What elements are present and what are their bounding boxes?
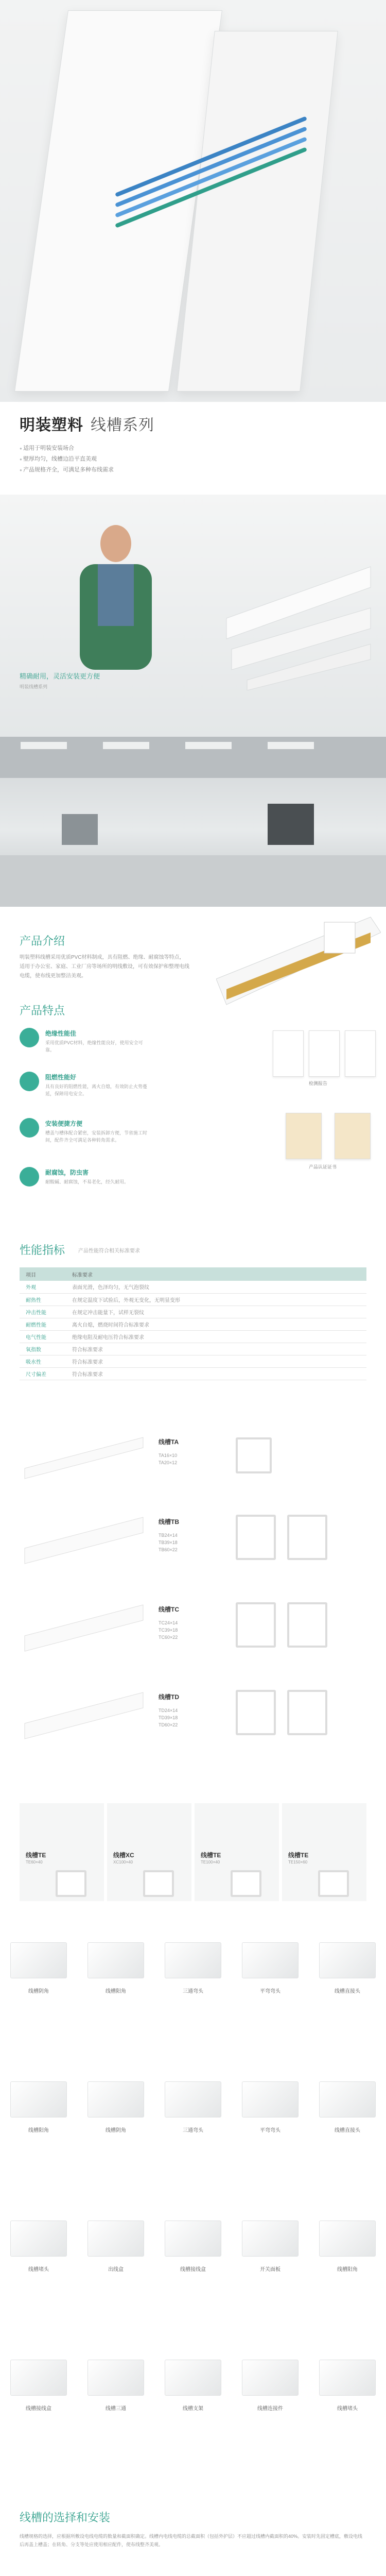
product-row: 线槽TA TA16×10 TA20×12 xyxy=(20,1422,366,1499)
accessory-item xyxy=(0,2076,77,2143)
performance-note: 产品性能符合相关标准要求 xyxy=(78,1248,140,1254)
certificate-image xyxy=(286,1113,322,1159)
certificate-caption: 产品认证证书 xyxy=(309,1164,337,1170)
certificate-image xyxy=(345,1030,376,1077)
accessory-image xyxy=(242,2221,299,2257)
table-row: 耐热性 在规定温度下试验后，外观无变化，无明显变形 xyxy=(20,1293,366,1306)
accessory-item xyxy=(232,2215,309,2282)
accessory-image xyxy=(10,2221,67,2257)
profile-drawing xyxy=(56,1870,86,1897)
accessory-image xyxy=(242,2360,299,2396)
accessory-image xyxy=(87,2081,144,2117)
product-card: 线槽TE TE60×40 xyxy=(20,1803,104,1901)
accessory-label: 线槽阳角 xyxy=(106,1989,126,1994)
performance-title: 性能指标 xyxy=(20,1244,65,1257)
table-row: 冲击性能 在规定冲击能量下，试样无裂纹 xyxy=(20,1306,366,1318)
intro-body: 明装塑料线槽采用优质PVC材料制成，具有阻燃、绝缘、耐腐蚀等特点，适用于办公室、家庭、工业厂房等场所的明线敷设，可有效保护和整理电线电缆，使布线更加整洁美观。 xyxy=(20,955,189,979)
accessory-image xyxy=(165,2360,221,2396)
product-row: 线槽TB TB24×14 TB39×18 TB60×22 xyxy=(20,1502,366,1579)
trunking-with-socket-image xyxy=(216,902,381,1020)
accessory-label: 线槽阳角 xyxy=(337,2267,358,2273)
selection-body: 线槽规格的选择，应根据所敷设电线电缆的数量和截面积确定。线槽内电线电缆的总截面积（包括外护层）不应超过线槽内截面积的40%。安装时先固定槽底，敷设电线后再盖上槽盖；在转角、分支等处应使用相应配件，使布线整齐美观。 xyxy=(20,2534,363,2547)
accessory-label: 线槽接线盒 xyxy=(26,2406,51,2412)
hero-banner xyxy=(0,0,386,402)
accessory-image xyxy=(87,1942,144,1978)
table-row: 耐燃性能 离火自熄，燃烧时间符合标准要求 xyxy=(20,1318,366,1330)
accessory-item xyxy=(232,2354,309,2421)
accessory-item xyxy=(154,2354,232,2421)
accessory-item xyxy=(77,2076,154,2143)
accessory-label: 出线盒 xyxy=(108,2267,124,2273)
slogan-sub: 明装线槽系列 xyxy=(20,684,48,689)
accessory-item xyxy=(309,2354,386,2421)
certificate-image xyxy=(309,1030,340,1077)
accessory-item xyxy=(309,2076,386,2143)
feature-item: 耐腐蚀，防虫害 耐酸碱、耐腐蚀，不易老化，经久耐用。 xyxy=(20,1167,189,1208)
accessory-label: 线槽接线盒 xyxy=(180,2267,206,2273)
accessory-image xyxy=(10,2360,67,2396)
profile-drawing xyxy=(143,1870,174,1897)
product-card: 线槽TE TE150×60 xyxy=(282,1803,366,1901)
accessory-image xyxy=(319,2221,376,2257)
accessory-item xyxy=(154,2076,232,2143)
table-row: 氧指数 符合标准要求 xyxy=(20,1343,366,1355)
feature-item: 绝缘性能佳 采用优质PVC材料，绝缘性能良好，使用安全可靠。 xyxy=(20,1028,189,1069)
accessory-label: 线槽直接头 xyxy=(335,1989,360,1994)
accessory-item xyxy=(154,1937,232,2004)
table-row: 电气性能 绝缘电阻及耐电压符合标准要求 xyxy=(20,1330,366,1343)
accessory-label: 线槽三通 xyxy=(106,2406,126,2412)
accessory-label: 线槽直接头 xyxy=(335,2128,360,2133)
accessory-label: 平弯弯头 xyxy=(260,1989,280,1994)
accessory-label: 三通弯头 xyxy=(183,1989,203,1994)
performance-table xyxy=(20,1267,366,1380)
table-row: 吸水性 符合标准要求 xyxy=(20,1355,366,1367)
factory-photo xyxy=(0,737,386,907)
product-image xyxy=(20,1682,148,1744)
accessory-item xyxy=(309,2215,386,2282)
accessory-label: 线槽堵头 xyxy=(28,2267,49,2273)
feature-item: 阻燃性能好 具有良好的阻燃性能，离火自熄，有效防止火势蔓延，保障用电安全。 xyxy=(20,1072,189,1113)
accessory-image xyxy=(319,1942,376,1978)
accessory-item xyxy=(0,1937,77,2004)
installation-icon xyxy=(20,1118,39,1138)
table-row: 外观 表面光滑，色泽均匀，无气泡裂纹 xyxy=(20,1281,366,1293)
product-row: 线槽TC TC24×14 TC39×18 TC60×22 xyxy=(20,1589,366,1667)
accessory-item xyxy=(77,2215,154,2282)
worker-photo xyxy=(57,515,175,670)
profile-drawing xyxy=(231,1870,261,1897)
certificate-image xyxy=(273,1030,304,1077)
certificate-caption: 检测报告 xyxy=(309,1081,328,1086)
accessory-item xyxy=(232,1937,309,2004)
corrosion-resistant-icon xyxy=(20,1167,39,1187)
profile-drawing xyxy=(236,1515,276,1560)
page-title: 明装塑料 线槽系列 xyxy=(20,417,154,434)
accessory-label: 开关面板 xyxy=(260,2267,280,2273)
feature-bullets xyxy=(20,443,114,476)
accessory-image xyxy=(165,1942,221,1978)
profile-drawing xyxy=(287,1515,327,1560)
profile-drawing xyxy=(236,1602,276,1648)
profile-drawing xyxy=(287,1602,327,1648)
trunking-image xyxy=(216,556,376,690)
profile-drawing xyxy=(287,1690,327,1735)
accessory-label: 线槽阴角 xyxy=(28,1989,49,1994)
profile-drawing xyxy=(236,1690,276,1735)
slogan: 精确耐用，灵活安装更方便 xyxy=(20,672,100,680)
accessory-image xyxy=(319,2360,376,2396)
accessory-image xyxy=(319,2081,376,2117)
accessory-image xyxy=(242,2081,299,2117)
bullet-item: ● 壁厚均匀，线槽边沿平直美观 xyxy=(20,454,114,465)
product-row: 线槽TD TD24×14 TD39×18 TD60×22 xyxy=(20,1677,366,1754)
accessory-image xyxy=(242,1942,299,1978)
profile-drawing xyxy=(236,1437,272,1473)
profile-drawing xyxy=(318,1870,349,1897)
features-title: 产品特点 xyxy=(20,1004,65,1017)
accessory-image xyxy=(165,2221,221,2257)
product-image xyxy=(20,1427,148,1489)
product-image xyxy=(20,1595,148,1656)
flame-retardant-icon xyxy=(20,1072,39,1091)
bullet-item: ● 适用于明装安装场合 xyxy=(20,443,114,454)
accessory-label: 线槽堵头 xyxy=(337,2406,358,2412)
product-card: 线槽TE TE100×40 xyxy=(195,1803,279,1901)
accessory-item xyxy=(77,1937,154,2004)
feature-item: 安装便捷方便 槽盖与槽体配合紧密，安装拆卸方便，节省施工时间，配件齐全可满足各种转角需求。 xyxy=(20,1118,189,1159)
accessory-label: 三通弯头 xyxy=(183,2128,203,2133)
intro-title: 产品介绍 xyxy=(20,935,65,947)
selection-title: 线槽的选择和安装 xyxy=(20,2511,111,2524)
product-image xyxy=(20,1507,148,1569)
accessory-item xyxy=(77,2354,154,2421)
accessory-label: 线槽连接件 xyxy=(257,2406,283,2412)
accessory-label: 线槽阳角 xyxy=(28,2128,49,2133)
accessory-image xyxy=(165,2081,221,2117)
accessory-item xyxy=(0,2215,77,2282)
table-row: 尺寸偏差 符合标准要求 xyxy=(20,1367,366,1380)
accessory-label: 线槽阴角 xyxy=(106,2128,126,2133)
accessory-image xyxy=(87,2360,144,2396)
accessory-label: 线槽支架 xyxy=(183,2406,203,2412)
accessory-item xyxy=(309,1937,386,2004)
bullet-item: ● 产品规格齐全，可满足多种布线需求 xyxy=(20,465,114,476)
product-card: 线槽XC XC100×40 xyxy=(107,1803,191,1901)
accessory-item xyxy=(0,2354,77,2421)
accessory-item xyxy=(154,2215,232,2282)
accessory-item xyxy=(232,2076,309,2143)
accessory-image xyxy=(10,1942,67,1978)
table-header-row: 项目 标准要求 xyxy=(20,1267,366,1281)
certificate-image xyxy=(335,1113,371,1159)
insulation-icon xyxy=(20,1028,39,1047)
accessory-label: 平弯弯头 xyxy=(260,2128,280,2133)
accessory-image xyxy=(87,2221,144,2257)
accessory-image xyxy=(10,2081,67,2117)
